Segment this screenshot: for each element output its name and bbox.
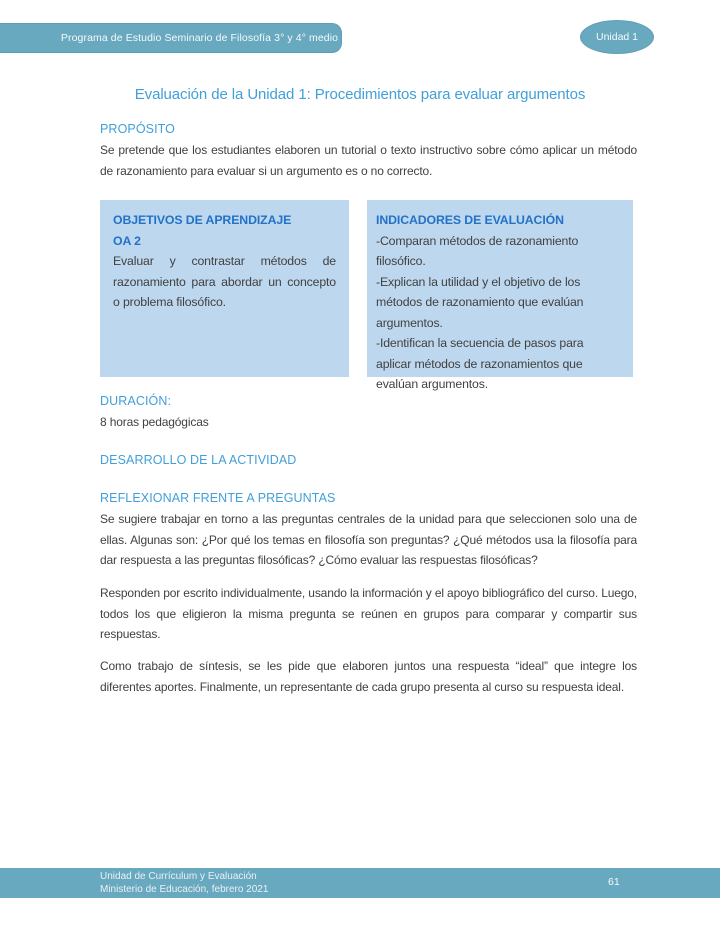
reflexionar-paragraph: Como trabajo de síntesis, se les pide que elaboren juntos una respuesta “ideal” que integre los diferentes aportes. Finalmente, un representante de cada grupo presenta al curso su respuesta ideal. — [100, 659, 637, 694]
objetivos-heading: OBJETIVOS DE APRENDIZAJE — [113, 213, 292, 227]
objetivos-subheading: OA 2 — [113, 233, 141, 248]
footer-line2: Ministerio de Educación, febrero 2021 — [100, 883, 269, 895]
unit-badge — [580, 20, 654, 54]
indicadores-heading: INDICADORES DE EVALUACIÓN — [376, 213, 564, 227]
reflexionar-heading: REFLEXIONAR FRENTE A PREGUNTAS — [100, 491, 336, 505]
reflexionar-paragraph: Responden por escrito individualmente, usando la información y el apoyo bibliográfico del curso. Luego, todos los que eligieron la misma pregunta se reúnen en grupos para comparar y compartir sus respuestas. — [100, 586, 637, 641]
program-badge — [0, 23, 342, 53]
indicador-item: -Explican la utilidad y el objetivo de los métodos de razonamiento que evalúan argumentos. — [376, 274, 584, 330]
footer-band — [0, 868, 720, 898]
reflexionar-paragraph: Se sugiere trabajar en torno a las preguntas centrales de la unidad para que seleccionen solo una de ellas. Algunas son: ¿Por qué los temas en filosofía son preguntas? ¿Qué métodos usa la filosofía para dar respuesta a las preguntas filosóficas? ¿Cómo evaluar las respuestas filosóficas? — [100, 512, 637, 567]
indicador-item: -Comparan métodos de razonamiento filosófico. — [376, 233, 579, 268]
proposito-body: Se pretende que los estudiantes elaboren un tutorial o texto instructivo sobre cómo aplicar un método de razonamiento para evaluar si un argumento es o no correcto. — [100, 143, 637, 178]
objetivos-body: Evaluar y contrastar métodos de razonamiento para abordar un concepto o problema filosófico. — [113, 254, 336, 309]
objetivos-box — [100, 200, 349, 377]
duracion-heading: DURACIÓN: — [100, 394, 172, 408]
duracion-body: 8 horas pedagógicas — [100, 415, 209, 429]
footer-credits — [100, 871, 268, 896]
program-badge-label: Programa de Estudio Seminario de Filosofía 3° y 4° medio — [60, 32, 339, 44]
indicador-item: -Identifican la secuencia de pasos para aplicar métodos de razonamientos que evalúan argumentos. — [376, 336, 584, 391]
proposito-heading: PROPÓSITO — [100, 122, 175, 136]
page-number: 61 — [608, 876, 620, 888]
footer-line1: Unidad de Currículum y Evaluación — [100, 871, 257, 882]
indicadores-box — [367, 200, 633, 391]
desarrollo-heading: DESARROLLO DE LA ACTIVIDAD — [100, 453, 297, 467]
unit-badge-label: Unidad 1 — [595, 31, 639, 43]
page-title: Evaluación de la Unidad 1: Procedimientos para evaluar argumentos — [134, 86, 586, 103]
